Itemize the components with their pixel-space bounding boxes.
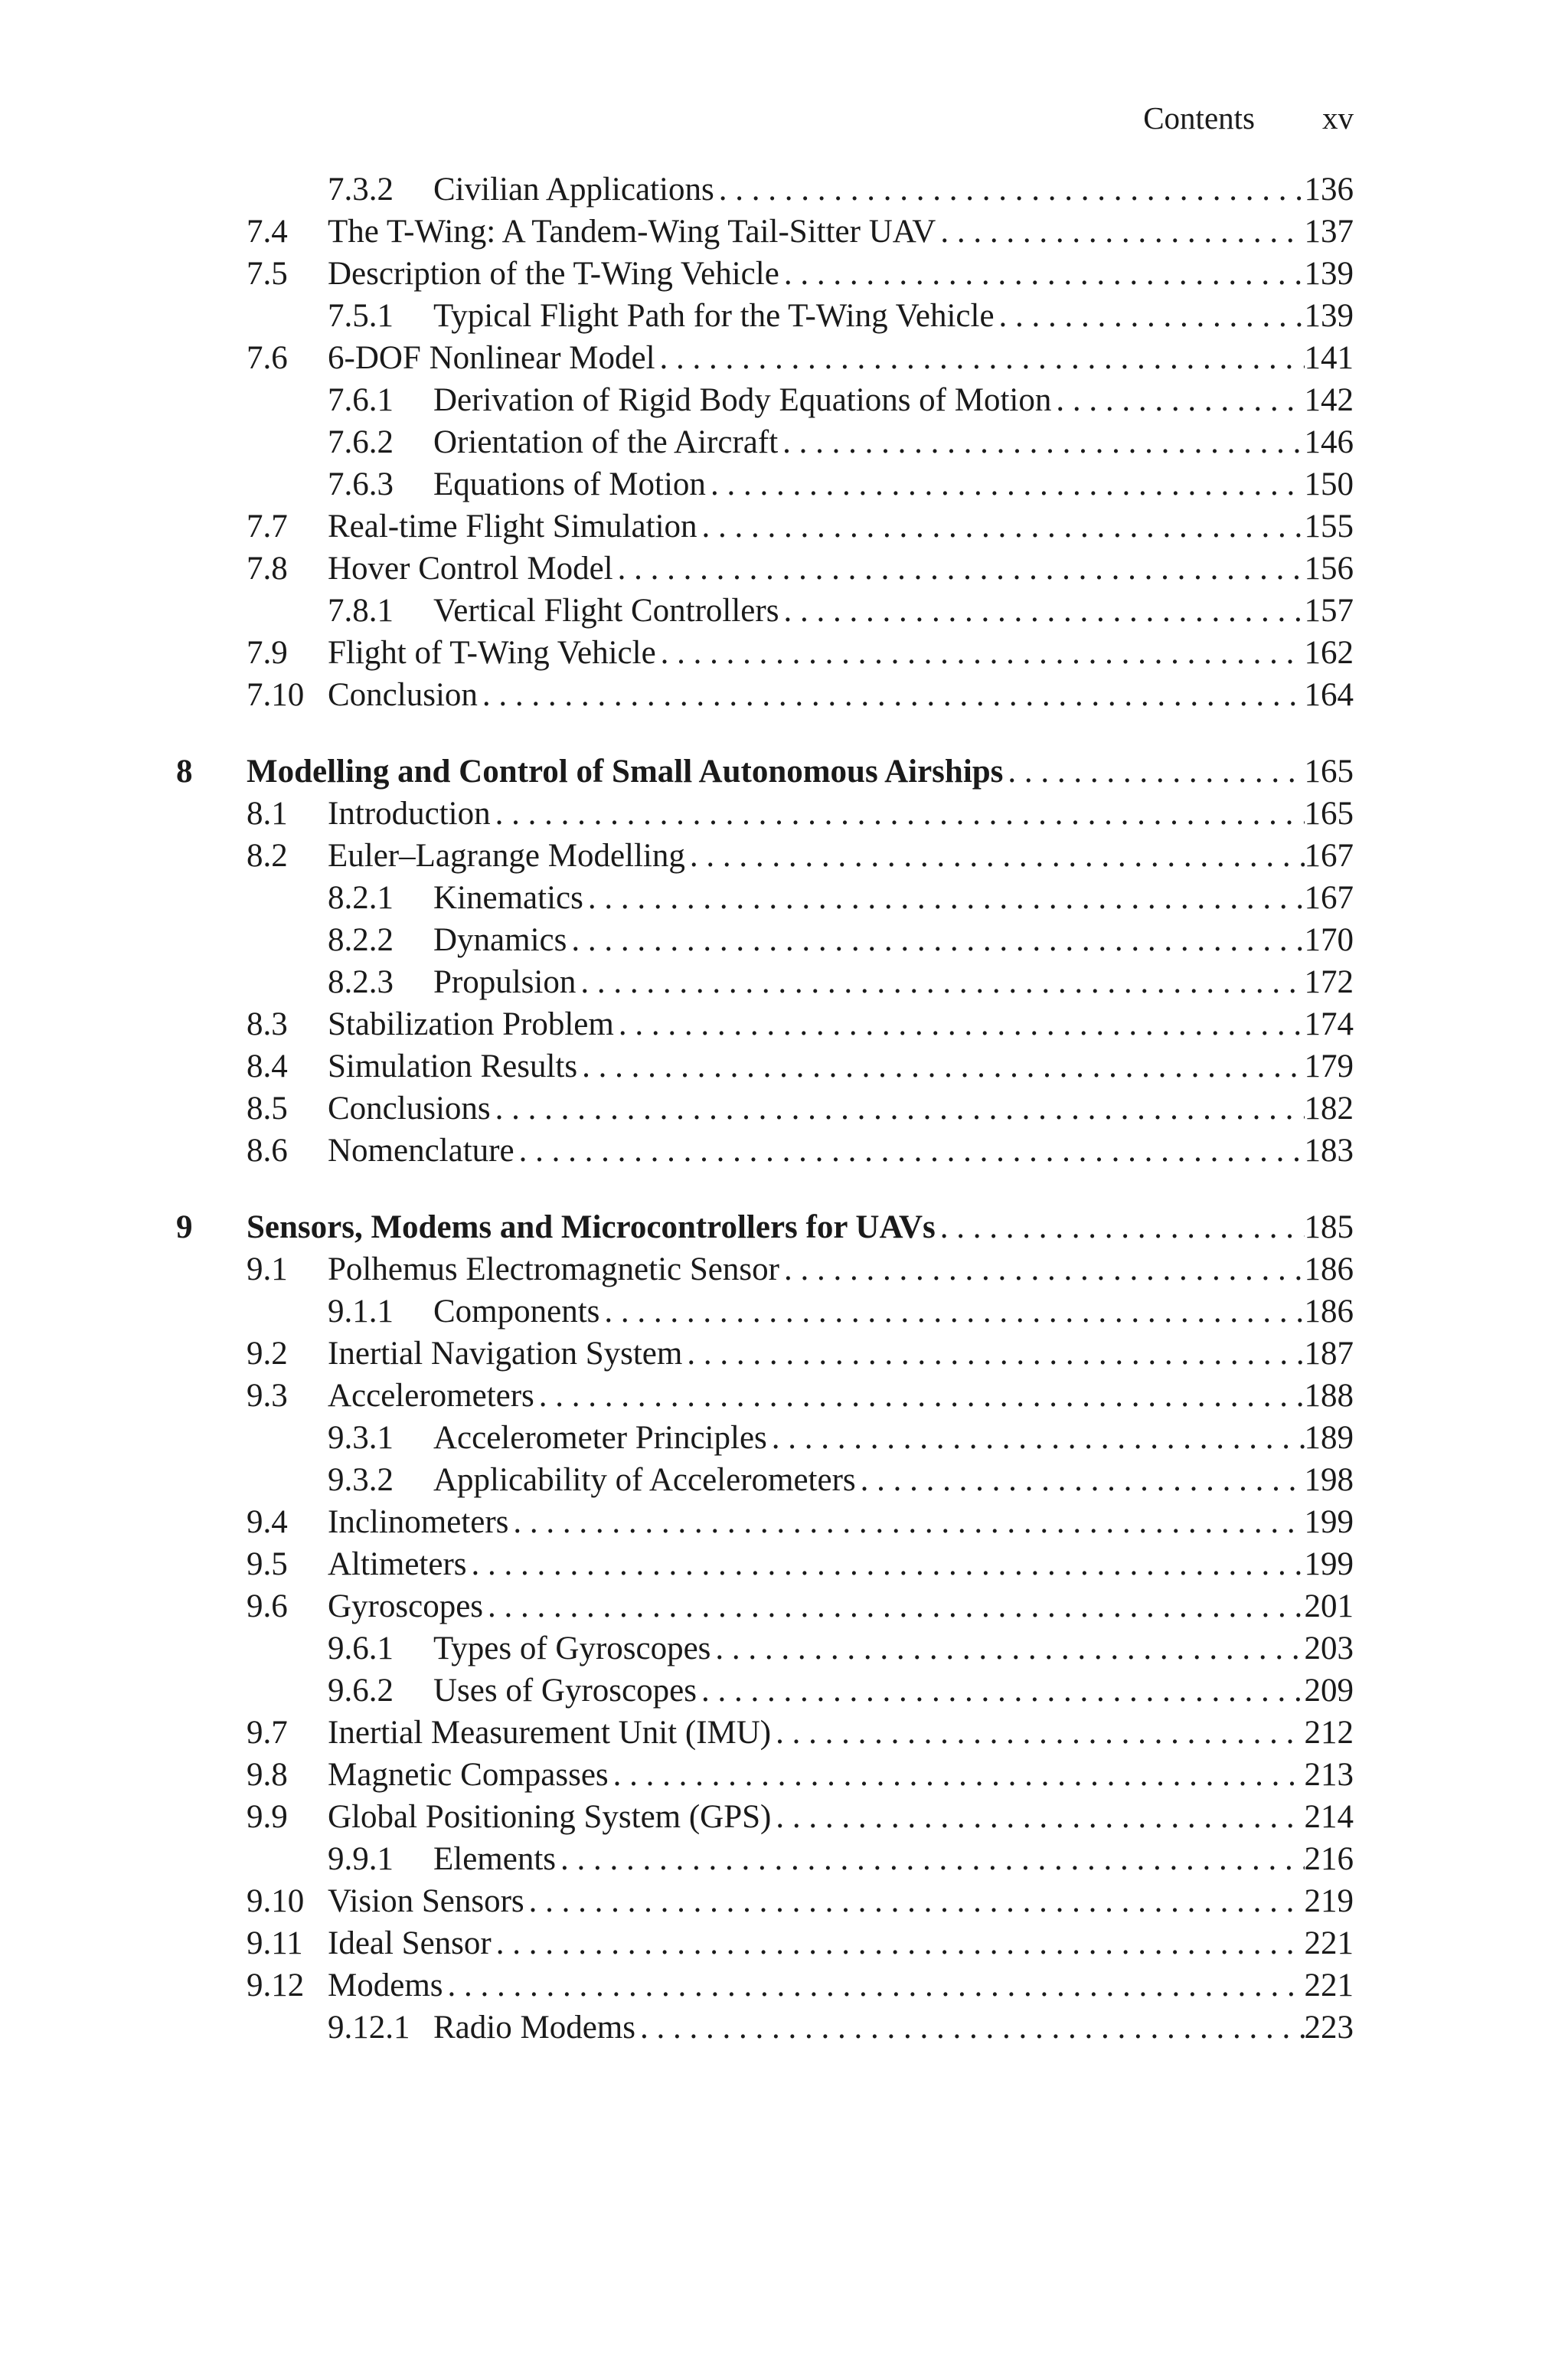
dot-leader <box>491 1090 1305 1127</box>
dot-leader <box>609 1756 1305 1794</box>
entry-title: Ideal Sensor <box>328 1925 492 1961</box>
entry-number: 9.12 <box>247 1967 305 2003</box>
entry-page: 172 <box>1304 964 1354 1000</box>
entry-number: 7.6.2 <box>328 424 394 460</box>
entry-page: 167 <box>1304 880 1354 916</box>
chapter-spacer <box>0 716 1568 751</box>
entry-page: 136 <box>1304 172 1354 208</box>
toc-entry-subsection[interactable] <box>0 168 1568 211</box>
entry-title: Conclusion <box>328 677 478 713</box>
entry-body <box>328 1501 1354 1543</box>
toc-entry-section[interactable] <box>0 1796 1568 1838</box>
entry-title: Propulsion <box>433 964 577 1000</box>
toc-entry-subsection[interactable] <box>0 919 1568 961</box>
entry-page: 187 <box>1304 1336 1354 1372</box>
entry-number: 7.8 <box>247 551 288 587</box>
toc-entry-chapter[interactable] <box>0 1206 1568 1248</box>
dot-leader <box>635 2009 1305 2046</box>
entry-page: 179 <box>1304 1048 1354 1084</box>
entry-title: Simulation Results <box>328 1048 578 1084</box>
entry-body <box>328 835 1354 877</box>
entry-page: 150 <box>1304 466 1354 502</box>
entry-number: 9.9.1 <box>328 1841 394 1877</box>
dot-leader <box>697 508 1305 545</box>
toc-entry-subsection[interactable] <box>0 1417 1568 1459</box>
entry-title: Gyroscopes <box>328 1588 484 1624</box>
dot-leader <box>697 1672 1305 1709</box>
dot-leader <box>710 1630 1304 1667</box>
entry-body <box>328 1130 1354 1172</box>
entry-number: 8.2 <box>247 838 288 874</box>
dot-leader <box>656 634 1305 672</box>
entry-page: 156 <box>1304 551 1354 587</box>
entry-body <box>433 590 1354 632</box>
entry-title: Global Positioning System (GPS) <box>328 1799 772 1835</box>
entry-body <box>328 1248 1354 1290</box>
entry-number: 8.4 <box>247 1048 288 1084</box>
entry-body <box>433 379 1354 421</box>
toc-entry-subsection[interactable] <box>0 1670 1568 1712</box>
entry-page: 188 <box>1304 1378 1354 1414</box>
dot-leader <box>771 1714 1304 1751</box>
page-number: xv <box>1322 100 1354 136</box>
entry-title: Flight of T-Wing Vehicle <box>328 635 656 671</box>
toc-entry-section[interactable] <box>0 548 1568 590</box>
toc-entry-section[interactable] <box>0 505 1568 548</box>
entry-title: Modems <box>328 1967 443 2003</box>
entry-page: 186 <box>1304 1294 1354 1330</box>
entry-title: Vertical Flight Controllers <box>433 593 779 629</box>
entry-page: 167 <box>1304 838 1354 874</box>
dot-leader <box>614 1006 1305 1043</box>
dot-leader <box>613 550 1305 587</box>
entry-page: 213 <box>1304 1757 1354 1793</box>
entry-title: Polhemus Electromagnetic Sensor <box>328 1251 779 1287</box>
entry-title: Modelling and Control of Small Autonomous Airships <box>247 754 1004 790</box>
entry-body <box>328 1796 1354 1838</box>
toc-entry-section[interactable] <box>0 1333 1568 1375</box>
entry-title: Derivation of Rigid Body Equations of Motion <box>433 382 1052 418</box>
dot-leader <box>779 1251 1305 1288</box>
entry-body <box>433 1290 1354 1333</box>
entry-title: Applicability of Accelerometers <box>433 1462 856 1498</box>
entry-body <box>328 1333 1354 1375</box>
entry-title: Inclinometers <box>328 1504 509 1540</box>
dot-leader <box>936 213 1304 250</box>
entry-body <box>328 1964 1354 2007</box>
dot-leader <box>534 1377 1305 1415</box>
entry-page: 165 <box>1304 754 1354 790</box>
entry-number: 8.2.1 <box>328 880 394 916</box>
entry-title: Hover Control Model <box>328 551 613 587</box>
entry-title: Inertial Measurement Unit (IMU) <box>328 1715 772 1751</box>
toc-entry-section[interactable] <box>0 1880 1568 1922</box>
entry-page: 198 <box>1304 1462 1354 1498</box>
entry-number: 7.4 <box>247 214 288 250</box>
entry-body <box>328 674 1354 716</box>
entry-page: 214 <box>1304 1799 1354 1835</box>
entry-number: 9.6.1 <box>328 1630 394 1666</box>
entry-title: Typical Flight Path for the T-Wing Vehicle <box>433 298 995 334</box>
toc-entry-section[interactable] <box>0 253 1568 295</box>
entry-number: 9.2 <box>247 1336 288 1372</box>
entry-page: 221 <box>1304 1925 1354 1961</box>
dot-leader <box>685 837 1305 875</box>
entry-page: 162 <box>1304 635 1354 671</box>
toc-entry-chapter[interactable] <box>0 751 1568 793</box>
dot-leader <box>478 676 1305 714</box>
toc-entry-subsection[interactable] <box>0 877 1568 919</box>
dot-leader <box>467 1545 1305 1583</box>
entry-body <box>433 919 1354 961</box>
entry-body <box>433 2007 1354 2049</box>
entry-body <box>433 463 1354 505</box>
toc-entry-section[interactable] <box>0 674 1568 716</box>
dot-leader <box>508 1503 1304 1541</box>
entry-title: Introduction <box>328 796 491 832</box>
entry-body <box>328 1003 1354 1045</box>
entry-number: 8.6 <box>247 1133 288 1169</box>
entry-page: 189 <box>1304 1420 1354 1456</box>
entry-number: 7.6 <box>247 340 288 376</box>
entry-body <box>328 793 1354 835</box>
entry-number: 8.1 <box>247 796 288 832</box>
entry-page: 201 <box>1304 1588 1354 1624</box>
entry-number: 7.8.1 <box>328 593 394 629</box>
entry-number: 8.3 <box>247 1006 288 1042</box>
dot-leader <box>599 1293 1304 1330</box>
toc-entry-section[interactable] <box>0 1088 1568 1130</box>
entry-title: Nomenclature <box>328 1133 514 1169</box>
entry-title: Sensors, Modems and Microcontrollers for UAVs <box>247 1209 936 1245</box>
dot-leader <box>514 1132 1305 1169</box>
toc-entry-subsection[interactable] <box>0 1838 1568 1880</box>
table-of-contents <box>0 168 1568 2049</box>
toc-entry-section[interactable] <box>0 337 1568 379</box>
dot-leader <box>767 1419 1305 1457</box>
toc-entry-subsection[interactable] <box>0 590 1568 632</box>
entry-title: Civilian Applications <box>433 172 714 208</box>
entry-number: 7.5 <box>247 256 288 292</box>
entry-page: 212 <box>1304 1715 1354 1751</box>
entry-title: Radio Modems <box>433 2010 635 2046</box>
entry-title: The T-Wing: A Tandem-Wing Tail-Sitter UAV <box>328 214 936 250</box>
entry-title: Kinematics <box>433 880 583 916</box>
entry-body <box>433 877 1354 919</box>
dot-leader <box>492 1925 1305 1962</box>
entry-page: 182 <box>1304 1091 1354 1127</box>
dot-leader <box>443 1967 1305 2004</box>
entry-body <box>433 961 1354 1003</box>
toc-entry-section[interactable] <box>0 1712 1568 1754</box>
entry-title: Accelerometers <box>328 1378 534 1414</box>
entry-body <box>328 1543 1354 1585</box>
toc-entry-section[interactable] <box>0 1003 1568 1045</box>
entry-number: 9.3 <box>247 1378 288 1414</box>
dot-leader <box>1051 381 1304 419</box>
entry-body <box>433 1417 1354 1459</box>
entry-number: 9.9 <box>247 1799 288 1835</box>
dot-leader <box>583 879 1305 917</box>
dot-leader <box>655 339 1305 377</box>
entry-number: 7.7 <box>247 509 288 545</box>
entry-page: 219 <box>1304 1883 1354 1919</box>
dot-leader <box>524 1882 1305 1920</box>
entry-page: 170 <box>1304 922 1354 958</box>
entry-body <box>328 1754 1354 1796</box>
entry-number: 7.10 <box>247 677 305 713</box>
dot-leader <box>995 297 1305 335</box>
toc-entry-section[interactable] <box>0 1248 1568 1290</box>
dot-leader <box>1003 753 1304 790</box>
dot-leader <box>856 1461 1305 1499</box>
running-title: Contents <box>1143 100 1255 136</box>
entry-page: 139 <box>1304 298 1354 334</box>
entry-number: 9.5 <box>247 1546 288 1582</box>
entry-page: 209 <box>1304 1673 1354 1709</box>
toc-entry-subsection[interactable] <box>0 1290 1568 1333</box>
entry-number: 9.6 <box>247 1588 288 1624</box>
entry-title: Equations of Motion <box>433 466 706 502</box>
entry-page: 221 <box>1304 1967 1354 2003</box>
entry-title: Stabilization Problem <box>328 1006 614 1042</box>
toc-entry-section[interactable] <box>0 1375 1568 1417</box>
toc-entry-subsection[interactable] <box>0 1459 1568 1501</box>
entry-page: 199 <box>1304 1504 1354 1540</box>
entry-number: 7.5.1 <box>328 298 394 334</box>
entry-body <box>328 548 1354 590</box>
entry-title: Dynamics <box>433 922 567 958</box>
entry-page: 186 <box>1304 1251 1354 1287</box>
entry-page: 146 <box>1304 424 1354 460</box>
toc-entry-section[interactable] <box>0 835 1568 877</box>
entry-body <box>328 1712 1354 1754</box>
toc-entry-section[interactable] <box>0 793 1568 835</box>
entry-body <box>328 1585 1354 1627</box>
entry-body <box>328 211 1354 253</box>
entry-body <box>433 1459 1354 1501</box>
entry-number: 9 <box>176 1209 193 1245</box>
entry-page: 141 <box>1304 340 1354 376</box>
dot-leader <box>682 1335 1304 1372</box>
toc-entry-section[interactable] <box>0 1754 1568 1796</box>
entry-body <box>328 1375 1354 1417</box>
entry-title: Conclusions <box>328 1091 491 1127</box>
entry-body <box>433 295 1354 337</box>
entry-title: Types of Gyroscopes <box>433 1630 711 1666</box>
entry-body <box>328 1045 1354 1088</box>
dot-leader <box>936 1209 1305 1246</box>
toc-entry-subsection[interactable] <box>0 1627 1568 1670</box>
entry-number: 9.1.1 <box>328 1294 394 1330</box>
entry-number: 8 <box>176 754 193 790</box>
entry-number: 9.3.1 <box>328 1420 394 1456</box>
entry-number: 9.12.1 <box>328 2010 410 2046</box>
dot-leader <box>706 466 1305 503</box>
entry-page: 157 <box>1304 593 1354 629</box>
entry-body <box>328 1880 1354 1922</box>
dot-leader <box>483 1588 1304 1625</box>
dot-leader <box>567 921 1304 959</box>
dot-leader <box>771 1798 1304 1836</box>
entry-page: 199 <box>1304 1546 1354 1582</box>
dot-leader <box>779 592 1304 630</box>
entry-body <box>328 253 1354 295</box>
entry-body <box>433 1670 1354 1712</box>
dot-leader <box>576 963 1304 1001</box>
dot-leader <box>778 424 1304 461</box>
toc-entry-subsection[interactable] <box>0 2007 1568 2049</box>
entry-title: Euler–Lagrange Modelling <box>328 838 685 874</box>
running-header <box>1143 95 1354 141</box>
dot-leader <box>779 255 1305 293</box>
dot-leader <box>714 171 1305 208</box>
entry-page: 223 <box>1304 2010 1354 2046</box>
entry-page: 139 <box>1304 256 1354 292</box>
entry-page: 137 <box>1304 214 1354 250</box>
entry-title: Altimeters <box>328 1546 467 1582</box>
entry-title: 6-DOF Nonlinear Model <box>328 340 655 376</box>
entry-body <box>247 751 1354 793</box>
entry-body <box>328 1922 1354 1964</box>
toc-entry-subsection[interactable] <box>0 295 1568 337</box>
entry-title: Components <box>433 1294 600 1330</box>
dot-leader <box>556 1840 1304 1878</box>
toc-entry-section[interactable] <box>0 1585 1568 1627</box>
toc-entry-section[interactable] <box>0 1922 1568 1964</box>
entry-title: Orientation of the Aircraft <box>433 424 779 460</box>
entry-number: 7.6.1 <box>328 382 394 418</box>
toc-entry-subsection[interactable] <box>0 961 1568 1003</box>
entry-page: 185 <box>1304 1209 1354 1245</box>
dot-leader <box>577 1048 1304 1085</box>
entry-number: 9.4 <box>247 1504 288 1540</box>
toc-entry-section[interactable] <box>0 1501 1568 1543</box>
entry-number: 7.6.3 <box>328 466 394 502</box>
entry-page: 203 <box>1304 1630 1354 1666</box>
entry-number: 9.11 <box>247 1925 303 1961</box>
entry-title: Accelerometer Principles <box>433 1420 767 1456</box>
entry-body <box>328 505 1354 548</box>
toc-entry-section[interactable] <box>0 1045 1568 1088</box>
entry-number: 9.8 <box>247 1757 288 1793</box>
entry-body <box>328 1088 1354 1130</box>
entry-title: Elements <box>433 1841 557 1877</box>
entry-number: 9.7 <box>247 1715 288 1751</box>
entry-page: 164 <box>1304 677 1354 713</box>
entry-title: Real-time Flight Simulation <box>328 509 697 545</box>
entry-number: 9.10 <box>247 1883 305 1919</box>
entry-number: 7.9 <box>247 635 288 671</box>
chapter-spacer <box>0 1172 1568 1206</box>
entry-page: 142 <box>1304 382 1354 418</box>
toc-entry-subsection[interactable] <box>0 463 1568 505</box>
toc-entry-section[interactable] <box>0 632 1568 674</box>
toc-entry-section[interactable] <box>0 1543 1568 1585</box>
entry-page: 216 <box>1304 1841 1354 1877</box>
entry-body <box>433 168 1354 211</box>
toc-entry-section[interactable] <box>0 1964 1568 2007</box>
entry-number: 8.5 <box>247 1091 288 1127</box>
toc-entry-section[interactable] <box>0 1130 1568 1172</box>
entry-body <box>433 1627 1354 1670</box>
entry-page: 165 <box>1304 796 1354 832</box>
entry-number: 7.3.2 <box>328 172 394 208</box>
toc-entry-section[interactable] <box>0 211 1568 253</box>
entry-body <box>433 421 1354 463</box>
entry-page: 183 <box>1304 1133 1354 1169</box>
entry-page: 155 <box>1304 509 1354 545</box>
entry-title: Inertial Navigation System <box>328 1336 683 1372</box>
entry-body <box>433 1838 1354 1880</box>
entry-title: Vision Sensors <box>328 1883 524 1919</box>
entry-page: 174 <box>1304 1006 1354 1042</box>
entry-number: 8.2.2 <box>328 922 394 958</box>
dot-leader <box>491 795 1305 832</box>
entry-title: Magnetic Compasses <box>328 1757 609 1793</box>
entry-body <box>247 1206 1354 1248</box>
entry-title: Uses of Gyroscopes <box>433 1673 697 1709</box>
toc-entry-subsection[interactable] <box>0 421 1568 463</box>
entry-title: Description of the T-Wing Vehicle <box>328 256 779 292</box>
entry-body <box>328 632 1354 674</box>
entry-number: 9.6.2 <box>328 1673 394 1709</box>
entry-number: 9.3.2 <box>328 1462 394 1498</box>
entry-number: 8.2.3 <box>328 964 394 1000</box>
entry-number: 9.1 <box>247 1251 288 1287</box>
entry-body <box>328 337 1354 379</box>
toc-entry-subsection[interactable] <box>0 379 1568 421</box>
